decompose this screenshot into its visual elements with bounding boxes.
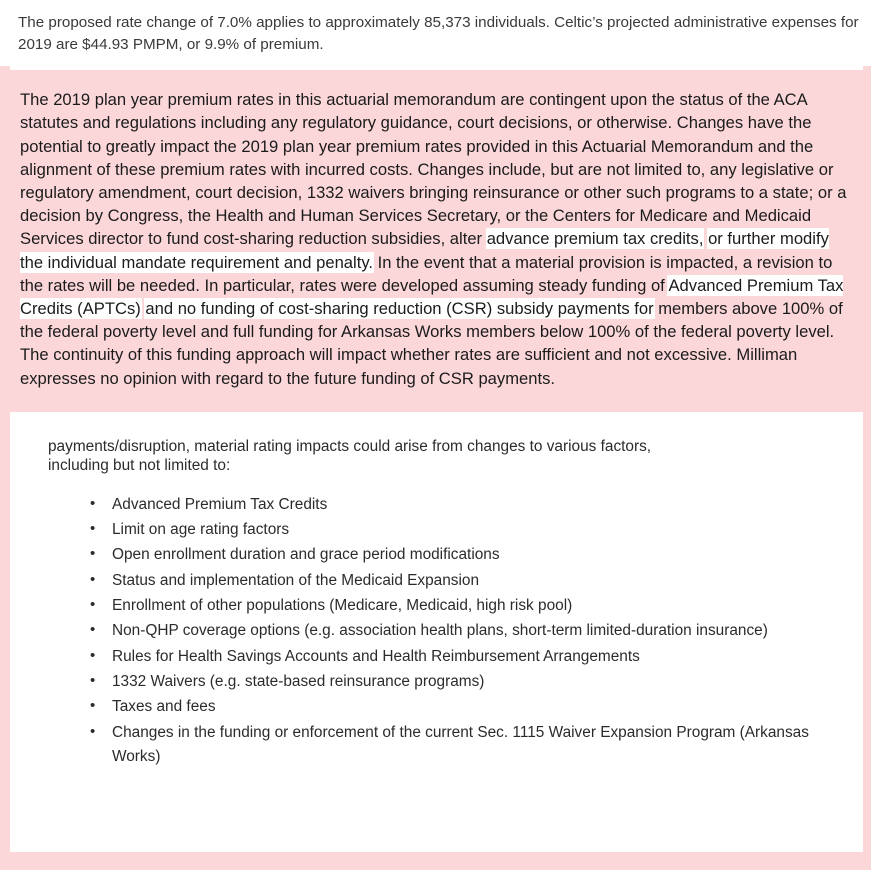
list-item	[86, 670, 851, 694]
disclaimer-segment-3: In the event that a material provision is impacted, a revision to the rates will be needed. In particular, rates were developed assuming steady funding of	[20, 252, 833, 295]
list-item	[86, 493, 851, 517]
disclaimer-paragraph	[20, 88, 851, 390]
page-edge-highlight-bottom	[0, 852, 871, 870]
marker-highlight-3: Advanced Premium Tax Credits (APTCs)	[20, 275, 844, 319]
intro-text: The proposed rate change of 7.0% applies to approximately 85,373 individuals. Celtic’s projected administrative expenses for 2019 are $44.93 PMPM, or 9.9% of premium.	[18, 14, 859, 54]
page-edge-highlight-left	[0, 66, 10, 870]
intro-paragraph	[0, 0, 871, 56]
marker-highlight-1: advance premium tax credits,	[486, 229, 704, 249]
list-item	[86, 645, 851, 669]
list-item-label: Limit on age rating factors	[112, 521, 290, 539]
list-item	[86, 594, 851, 618]
marker-highlight-2: or further modify the individual mandate requirement and penalty.	[20, 229, 829, 272]
list-item	[86, 543, 851, 567]
highlighted-disclaimer-block	[0, 70, 871, 412]
disclaimer-segment-1: The 2019 plan year premium rates in this actuarial memorandum are contingent upon the status of the ACA statutes and regulations including any regulatory guidance, court decisions, or otherwise. Changes have the potential to greatly impact the 2019 plan year premium rates provided in this Actuarial Memorandum and the alignment of these premium rates with incurred costs. Changes include, but are not limited to, any legislative or regulatory amendment, court decision, 1332 waivers bringing reinsurance or other such programs to a state; or a decision by Congress, the Health and Human Services Secretary, or the Centers for Medicare and Medicaid Services director to fund cost-sharing reduction subsidies, alter	[20, 90, 847, 249]
page-edge-highlight-right	[863, 66, 871, 870]
cut-off-paragraph	[48, 438, 851, 477]
list-item-label: Enrollment of other populations (Medicare, Medicaid, high risk pool)	[112, 597, 573, 615]
list-item-label: Rules for Health Savings Accounts and Health Reimbursement Arrangements	[112, 647, 640, 665]
marker-highlight-4: and no funding of cost-sharing reduction (CSR) subsidy payments for	[145, 299, 654, 319]
list-item-label: Taxes and fees	[112, 698, 216, 716]
lower-section	[0, 412, 871, 769]
disclaimer-segment-5: members above 100% of the federal poverty level and full funding for Arkansas Works members below 100% of the federal poverty level. The continuity of this funding approach will impact whether rates are sufficient and not excessive. Milliman expresses no opinion with regard to the future funding of CSR payments.	[20, 299, 843, 388]
list-item	[86, 695, 851, 719]
cut-off-line-1: payments/disruption, material rating impacts could arise from changes to various factors,	[48, 437, 652, 455]
list-item-label: Status and implementation of the Medicaid Expansion	[112, 571, 480, 589]
list-item	[86, 518, 851, 542]
list-item	[86, 721, 851, 770]
cut-off-line-2: including but not limited to:	[48, 456, 231, 474]
factors-list	[48, 493, 851, 770]
list-item	[86, 569, 851, 593]
list-item-label: Changes in the funding or enforcement of the current Sec. 1115 Waiver Expansion Program (Arkansas Works)	[112, 723, 809, 766]
list-item-label: Advanced Premium Tax Credits	[112, 495, 328, 513]
list-item	[86, 619, 851, 643]
list-item-label: Non-QHP coverage options (e.g. association health plans, short-term limited-duration insurance)	[112, 622, 768, 640]
list-item-label: Open enrollment duration and grace period modifications	[112, 546, 500, 564]
list-item-label: 1332 Waivers (e.g. state-based reinsurance programs)	[112, 673, 485, 691]
